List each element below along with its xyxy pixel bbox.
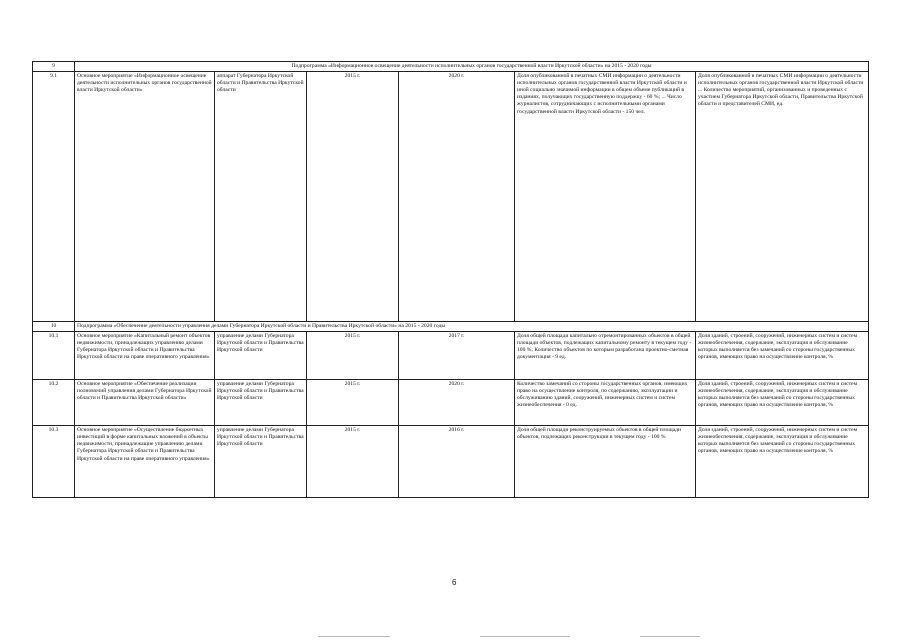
- section-title: Подпрограмма «Информационное освещение деятельности исполнительных органов государственной власти Иркутской области» на 2015 - 2020 годы: [75, 62, 869, 72]
- table-row: [33, 332, 869, 380]
- executor-cell: управление делами Губернатора Иркутской области и Правительства Иркутской области: [215, 332, 307, 380]
- result-cell: Доля общей площади реконструируемых объектов в общей площади объектов, подлежащих реконструкции в текущем году - 100 %: [515, 426, 696, 498]
- start-year-cell: 2015 г.: [307, 380, 399, 426]
- start-year-cell: 2015 г.: [307, 72, 399, 322]
- executor-cell: управление делами Губернатора Иркутской области и Правительства Иркутской области: [215, 380, 307, 426]
- table-row: [33, 426, 869, 498]
- row-number: 10.3: [33, 426, 75, 498]
- page-number: 6: [452, 578, 457, 587]
- row-number: 9.1: [33, 72, 75, 322]
- end-year-cell: 2016 г.: [399, 426, 515, 498]
- end-year-cell: 2020 г.: [399, 380, 515, 426]
- event-cell: Основное мероприятие «Обеспечение реализации полномочий управления делами Губернатора Иркутской области и Правительства Иркутской области»: [75, 380, 215, 426]
- end-year-cell: 2017 г.: [399, 332, 515, 380]
- start-year-cell: 2015 г.: [307, 332, 399, 380]
- indicator-cell: Доля зданий, строений, сооружений, инженерных систем и систем жизнеобеспечения, содержание, эксплуатация и обслуживание которых выполняется без замечаний со стороны государственных органов, имеющих право на осуществление контроля, %: [696, 332, 869, 380]
- indicator-cell: Доля зданий, строений, сооружений, инженерных систем и систем жизнеобеспечения, содержание, эксплуатация и обслуживание которых выполняется без замечаний со стороны государственных органов, имеющих право на осуществление контроля, %: [696, 426, 869, 498]
- executor-cell: управление делами Губернатора Иркутской области и Правительства Иркутской области: [215, 426, 307, 498]
- row-number: 10.1: [33, 332, 75, 380]
- row-number: 10.2: [33, 380, 75, 426]
- start-year-cell: 2015 г.: [307, 426, 399, 498]
- event-cell: Основное мероприятие «Осуществление бюджетных инвестиций в форме капитальных вложений в объекты недвижимости, принадлежащие управлению делами Губернатора Иркутской области и Правительства Иркутской области на праве оперативного управления»: [75, 426, 215, 498]
- program-table: [32, 61, 869, 498]
- section-number: 10: [33, 322, 75, 332]
- scan-artifact: [318, 636, 390, 637]
- table-row: [33, 72, 869, 322]
- event-cell: Основное мероприятие «Информационное освещение деятельности исполнительных органов государственной власти Иркутской области»: [75, 72, 215, 322]
- scan-artifact: [480, 636, 570, 637]
- table-row: [33, 380, 869, 426]
- executor-cell: аппарат Губернатора Иркутской области и Правительства Иркутской области: [215, 72, 307, 322]
- section-row: [33, 322, 869, 332]
- section-row: [33, 62, 869, 72]
- end-year-cell: 2020 г.: [399, 72, 515, 322]
- section-title: Подпрограмма «Обеспечение деятельности управления делами Губернатора Иркутской области и Правительства Иркутской области» на 2015 - 2020 годы: [75, 322, 869, 332]
- scan-artifact: [640, 636, 700, 637]
- section-number: 9: [33, 62, 75, 72]
- indicator-cell: Доля зданий, строений, сооружений, инженерных систем и систем жизнеобеспечения, содержание, эксплуатация и обслуживание которых выполняется без замечаний со стороны государственных органов, имеющих право на осуществление контроля, %: [696, 380, 869, 426]
- result-cell: Доля общей площади капитально отремонтированных объектов в общей площади объектов, подлежащих капитальному ремонту в текущем году - 100 %; Количество объектов по которым разработана проектно-сметная документация - 9 ед.: [515, 332, 696, 380]
- event-cell: Основное мероприятие «Капитальный ремонт объектов недвижимости, принадлежащих управлению делами Губернатора Иркутской области и Правительства Иркутской области на праве оперативного управления»: [75, 332, 215, 380]
- result-cell: Количество замечаний со стороны государственных органов, имеющих право на осуществление контроля, по содержанию, эксплуатации и обслуживанию зданий, сооружений, инженерных систем и систем жизнеобеспечения - 0 ед.: [515, 380, 696, 426]
- indicator-cell: Доля опубликованной в печатных СМИ информации о деятельности исполнительных органов государственной власти Иркутской области ... Количество мероприятий, организованных и проведенных с участием Губернатора Иркутской области, Правительства Иркутской области и представителей СМИ, ед.: [696, 72, 869, 322]
- result-cell: Доля опубликованной в печатных СМИ информации о деятельности исполнительных органов государственной власти Иркутской области и иной социально значимой информации в общем объеме публикаций в изданиях, получающих государственную поддержку - 60 %; ... Число журналистов, сотрудничающих с исполнительными органами государственной власти Иркутской области - 150 чел.: [515, 72, 696, 322]
